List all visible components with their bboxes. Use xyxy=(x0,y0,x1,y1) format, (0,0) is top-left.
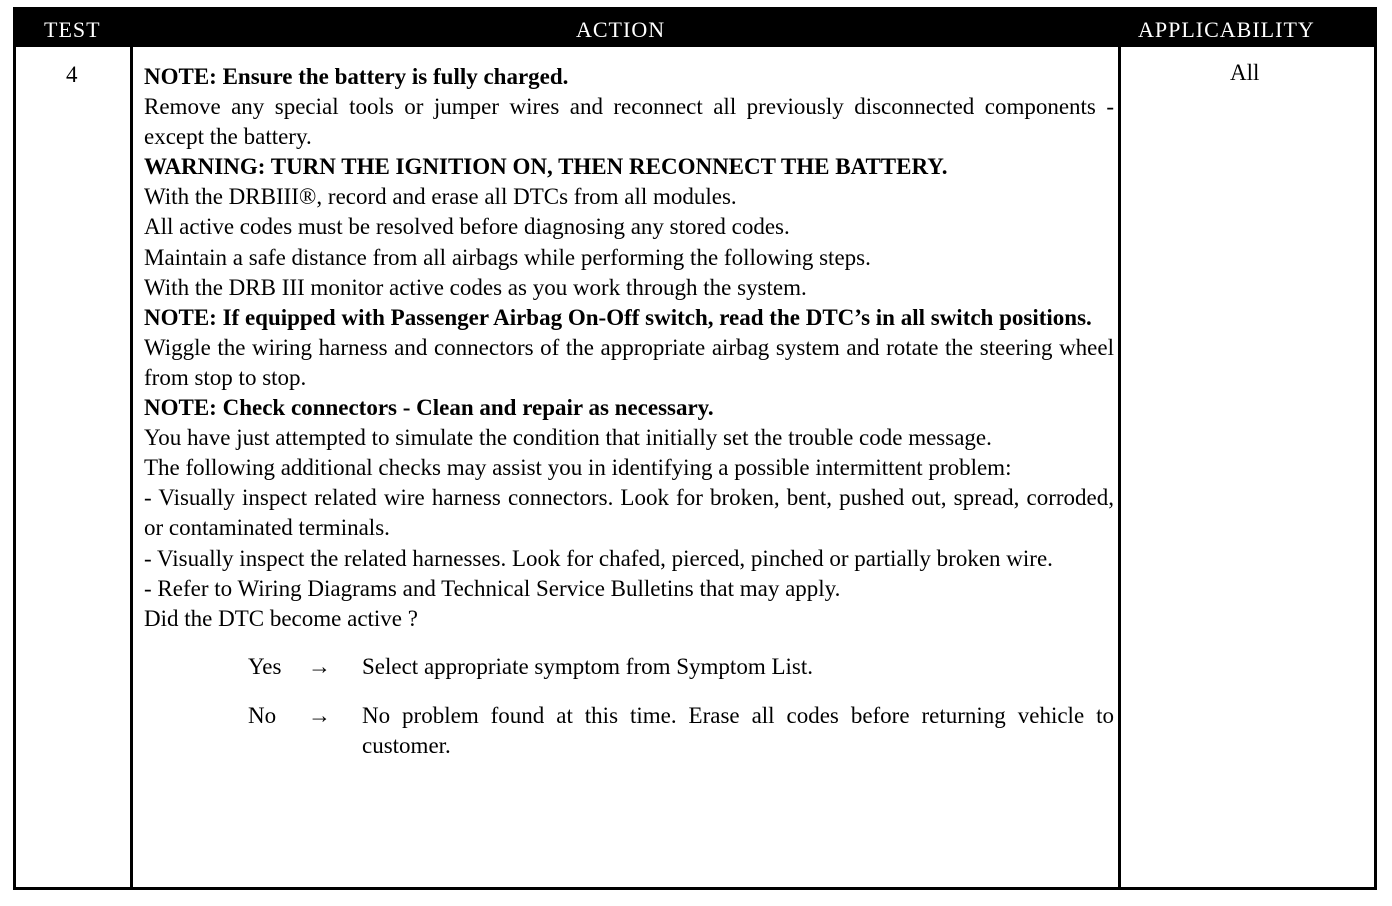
answer-label: Yes xyxy=(248,653,282,679)
header-action: ACTION xyxy=(576,17,666,42)
note-line: NOTE: If equipped with Passenger Airbag On-Off switch, read the DTC’s in all switch positions. xyxy=(144,304,1092,330)
instruction-line: With the DRBIII®, record and erase all DTCs from all modules. xyxy=(144,184,737,210)
note-line: NOTE: Check connectors - Clean and repair as necessary. xyxy=(144,395,714,421)
answer-row xyxy=(144,652,1114,682)
header-applicability: APPLICABILITY xyxy=(1138,17,1315,42)
answer-row xyxy=(144,701,1114,761)
header-test: TEST xyxy=(44,17,101,42)
instruction-line: With the DRB III monitor active codes as you work through the system. xyxy=(144,274,807,300)
arrow-icon: → xyxy=(308,653,331,679)
applicability-value: All xyxy=(1230,60,1260,85)
arrow-icon: → xyxy=(308,702,331,728)
instruction-line: - Refer to Wiring Diagrams and Technical Service Bulletins that may apply. xyxy=(144,575,841,601)
instruction-line: - Visually inspect related wire harness connectors. Look for broken, bent, pushed out, spread, corroded, or contaminated terminals. xyxy=(144,485,1114,541)
diagnostic-table xyxy=(13,7,1377,890)
instruction-line: Remove any special tools or jumper wires and reconnect all previously disconnected components - except the battery. xyxy=(144,94,1114,150)
note-line: WARNING: TURN THE IGNITION ON, THEN RECONNECT THE BATTERY. xyxy=(144,154,948,180)
action-lines xyxy=(144,62,1114,634)
table-header xyxy=(16,10,1374,47)
instruction-line: Wiggle the wiring harness and connectors of the appropriate airbag system and rotate the steering wheel from stop to stop. xyxy=(144,334,1114,390)
instruction-line: - Visually inspect the related harnesses. Look for chafed, pierced, pinched or partially broken wire. xyxy=(144,545,1053,571)
action-cell xyxy=(144,62,1114,780)
answer-text: No problem found at this time. Erase all codes before returning vehicle to customer. xyxy=(362,702,1114,758)
answer-list xyxy=(144,652,1114,761)
answer-label: No xyxy=(248,702,277,728)
instruction-line: Maintain a safe distance from all airbags while performing the following steps. xyxy=(144,244,871,270)
instruction-line: You have just attempted to simulate the condition that initially set the trouble code message. xyxy=(144,425,992,451)
answer-text: Select appropriate symptom from Symptom List. xyxy=(362,653,813,679)
test-number: 4 xyxy=(66,62,78,87)
instruction-line: All active codes must be resolved before diagnosing any stored codes. xyxy=(144,214,790,240)
column-divider-left xyxy=(130,47,133,887)
column-divider-right xyxy=(1118,47,1121,887)
instruction-line: Did the DTC become active ? xyxy=(144,605,418,631)
note-line: NOTE: Ensure the battery is fully charged. xyxy=(144,64,569,89)
instruction-line: The following additional checks may assist you in identifying a possible intermittent problem: xyxy=(144,455,1012,481)
